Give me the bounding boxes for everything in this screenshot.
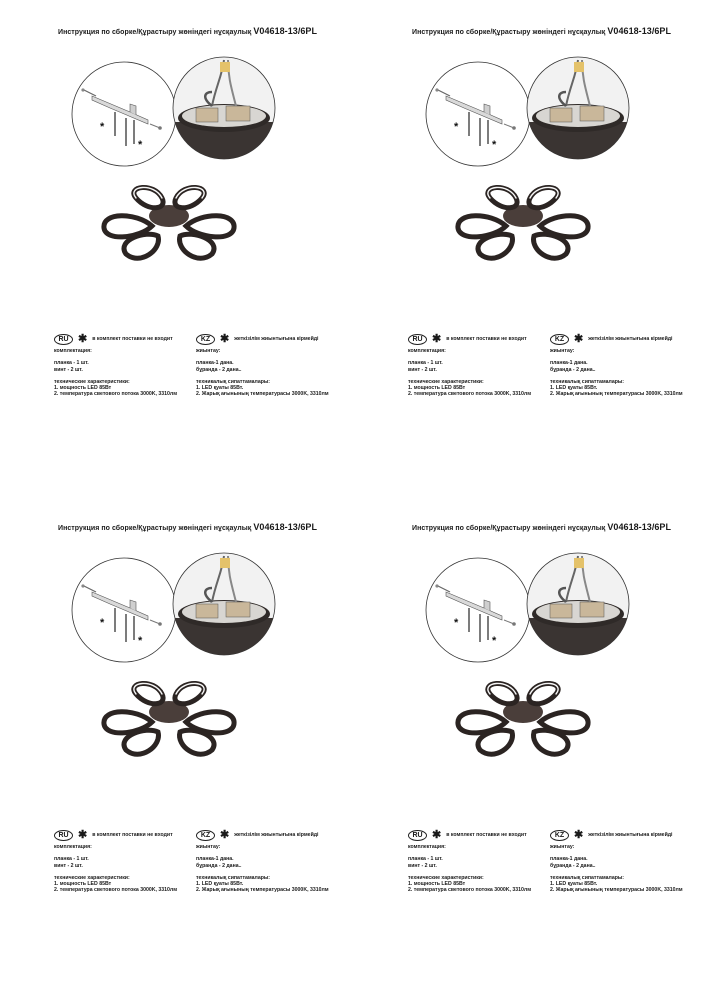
- kz-kit-heading: жиынтау:: [550, 348, 575, 354]
- ru-spec-line-2: 2. температура светового потока 3000K, 3310лм: [54, 391, 178, 398]
- model-number: V04618-13/6PL: [253, 26, 318, 36]
- wiring-detail-icon: [172, 552, 276, 656]
- kz-not-included-note: жеткізілім жиынтығына кірмейді: [588, 831, 673, 838]
- ru-section: [54, 333, 194, 398]
- model-number: V04618-13/6PL: [253, 522, 318, 532]
- kz-spec-heading: техникалық сипаттамалары:: [196, 874, 271, 881]
- kz-spec-line-1: 1. LED қуаты 85Вт.: [550, 881, 598, 888]
- mounting-bracket-detail-icon: [70, 556, 178, 664]
- ru-section: [408, 829, 548, 894]
- ru-not-included-note: в комплект поставки не входит: [446, 831, 527, 838]
- kz-language-badge: KZ: [550, 334, 569, 345]
- svg-text:*: *: [454, 121, 459, 133]
- flower-led-chandelier-icon: [96, 676, 242, 764]
- ru-kit-line-2: винт - 2 шт.: [54, 366, 83, 373]
- ru-language-badge: RU: [408, 830, 427, 841]
- kz-kit-line-2: бұранда - 2 дана..: [550, 366, 596, 373]
- asterisk-icon: ✱: [432, 333, 442, 345]
- kz-kit-line-1: планка-1 дана.: [550, 856, 588, 863]
- kz-not-included-note: жеткізілім жиынтығына кірмейді: [234, 335, 319, 342]
- ru-spec-line-1: 1. мощность LED 85Вт: [54, 385, 112, 392]
- kz-spec-line-2: 2. Жарық ағынының температурасы 3000K, 3310лм: [196, 391, 329, 398]
- kz-kit-line-1: планка-1 дана.: [196, 360, 234, 367]
- kz-language-badge: KZ: [550, 830, 569, 841]
- ru-section: [408, 333, 548, 398]
- svg-text:*: *: [492, 139, 497, 151]
- ru-kit-heading: комплектация:: [408, 348, 446, 354]
- flower-led-chandelier-icon: [96, 180, 242, 268]
- instruction-title: [412, 522, 671, 532]
- kz-language-badge: KZ: [196, 830, 215, 841]
- kz-section: [196, 333, 356, 398]
- kz-spec-line-1: 1. LED қуаты 85Вт.: [196, 385, 244, 392]
- ru-spec-line-1: 1. мощность LED 85Вт: [408, 385, 466, 392]
- kz-kit-line-2: бұранда - 2 дана..: [196, 862, 242, 869]
- ru-language-badge: RU: [54, 334, 73, 345]
- ru-kit-line-2: винт - 2 шт.: [408, 862, 437, 869]
- asterisk-icon: ✱: [78, 829, 88, 841]
- instruction-panel: [408, 0, 707, 490]
- kz-spec-line-2: 2. Жарық ағынының температурасы 3000K, 3310лм: [550, 887, 683, 894]
- ru-section: [54, 829, 194, 894]
- ru-kit-line-1: планка - 1 шт.: [408, 360, 443, 367]
- kz-kit-heading: жиынтау:: [196, 348, 221, 354]
- svg-text:*: *: [138, 635, 143, 647]
- title-prefix: Инструкция по сборке/Құрастыру жөніндегі нұсқаулық: [58, 525, 252, 532]
- kz-spec-line-2: 2. Жарық ағынының температурасы 3000K, 3310лм: [550, 391, 683, 398]
- kz-kit-heading: жиынтау:: [550, 844, 575, 850]
- ru-spec-line-2: 2. температура светового потока 3000K, 3310лм: [408, 887, 532, 894]
- kz-spec-heading: техникалық сипаттамалары:: [550, 874, 625, 881]
- kz-not-included-note: жеткізілім жиынтығына кірмейді: [234, 831, 319, 838]
- asterisk-icon: ✱: [78, 333, 88, 345]
- kz-spec-line-2: 2. Жарық ағынының температурасы 3000K, 3310лм: [196, 887, 329, 894]
- model-number: V04618-13/6PL: [607, 26, 672, 36]
- ru-spec-heading: технические характеристики:: [408, 378, 484, 385]
- ru-spec-heading: технические характеристики:: [54, 874, 130, 881]
- kz-not-included-note: жеткізілім жиынтығына кірмейді: [588, 335, 673, 342]
- kz-kit-line-2: бұранда - 2 дана..: [550, 862, 596, 869]
- kz-section: [550, 333, 707, 398]
- kz-section: [550, 829, 707, 894]
- mounting-bracket-detail-icon: [70, 60, 178, 168]
- kz-kit-line-1: планка-1 дана.: [550, 360, 588, 367]
- flower-led-chandelier-icon: [450, 180, 596, 268]
- ru-not-included-note: в комплект поставки не входит: [92, 335, 173, 342]
- flower-led-chandelier-icon: [450, 676, 596, 764]
- instruction-title: [58, 522, 317, 532]
- kz-spec-line-1: 1. LED қуаты 85Вт.: [196, 881, 244, 888]
- title-prefix: Инструкция по сборке/Құрастыру жөніндегі нұсқаулық: [412, 29, 606, 36]
- ru-kit-heading: комплектация:: [54, 348, 92, 354]
- model-number: V04618-13/6PL: [607, 522, 672, 532]
- kz-kit-line-1: планка-1 дана.: [196, 856, 234, 863]
- ru-spec-line-1: 1. мощность LED 85Вт: [408, 881, 466, 888]
- kz-section: [196, 829, 356, 894]
- title-prefix: Инструкция по сборке/Құрастыру жөніндегі нұсқаулық: [58, 29, 252, 36]
- kz-spec-heading: техникалық сипаттамалары:: [196, 378, 271, 385]
- svg-text:*: *: [100, 617, 105, 629]
- ru-spec-line-1: 1. мощность LED 85Вт: [54, 881, 112, 888]
- ru-kit-line-1: планка - 1 шт.: [54, 856, 89, 863]
- title-prefix: Инструкция по сборке/Құрастыру жөніндегі нұсқаулық: [412, 525, 606, 532]
- ru-kit-heading: комплектация:: [54, 844, 92, 850]
- instruction-panel: [54, 0, 404, 490]
- ru-kit-line-1: планка - 1 шт.: [54, 360, 89, 367]
- ru-language-badge: RU: [408, 334, 427, 345]
- ru-spec-heading: технические характеристики:: [408, 874, 484, 881]
- wiring-detail-icon: [172, 56, 276, 160]
- wiring-detail-icon: [526, 552, 630, 656]
- kz-language-badge: KZ: [196, 334, 215, 345]
- svg-text:*: *: [138, 139, 143, 151]
- svg-text:*: *: [492, 635, 497, 647]
- svg-text:*: *: [100, 121, 105, 133]
- kz-kit-line-2: бұранда - 2 дана..: [196, 366, 242, 373]
- kz-spec-line-1: 1. LED қуаты 85Вт.: [550, 385, 598, 392]
- asterisk-icon: ✱: [220, 829, 230, 841]
- mounting-bracket-detail-icon: [424, 556, 532, 664]
- asterisk-icon: ✱: [432, 829, 442, 841]
- asterisk-icon: ✱: [220, 333, 230, 345]
- ru-spec-heading: технические характеристики:: [54, 378, 130, 385]
- wiring-detail-icon: [526, 56, 630, 160]
- instruction-title: [58, 26, 317, 36]
- ru-not-included-note: в комплект поставки не входит: [92, 831, 173, 838]
- ru-kit-line-1: планка - 1 шт.: [408, 856, 443, 863]
- mounting-bracket-detail-icon: [424, 60, 532, 168]
- instruction-panel: [54, 496, 404, 986]
- ru-kit-line-2: винт - 2 шт.: [408, 366, 437, 373]
- instruction-title: [412, 26, 671, 36]
- ru-language-badge: RU: [54, 830, 73, 841]
- ru-spec-line-2: 2. температура светового потока 3000K, 3310лм: [408, 391, 532, 398]
- ru-not-included-note: в комплект поставки не входит: [446, 335, 527, 342]
- ru-spec-line-2: 2. температура светового потока 3000K, 3310лм: [54, 887, 178, 894]
- kz-spec-heading: техникалық сипаттамалары:: [550, 378, 625, 385]
- ru-kit-heading: комплектация:: [408, 844, 446, 850]
- svg-text:*: *: [454, 617, 459, 629]
- kz-kit-heading: жиынтау:: [196, 844, 221, 850]
- instruction-panel: [408, 496, 707, 986]
- asterisk-icon: ✱: [574, 829, 584, 841]
- ru-kit-line-2: винт - 2 шт.: [54, 862, 83, 869]
- asterisk-icon: ✱: [574, 333, 584, 345]
